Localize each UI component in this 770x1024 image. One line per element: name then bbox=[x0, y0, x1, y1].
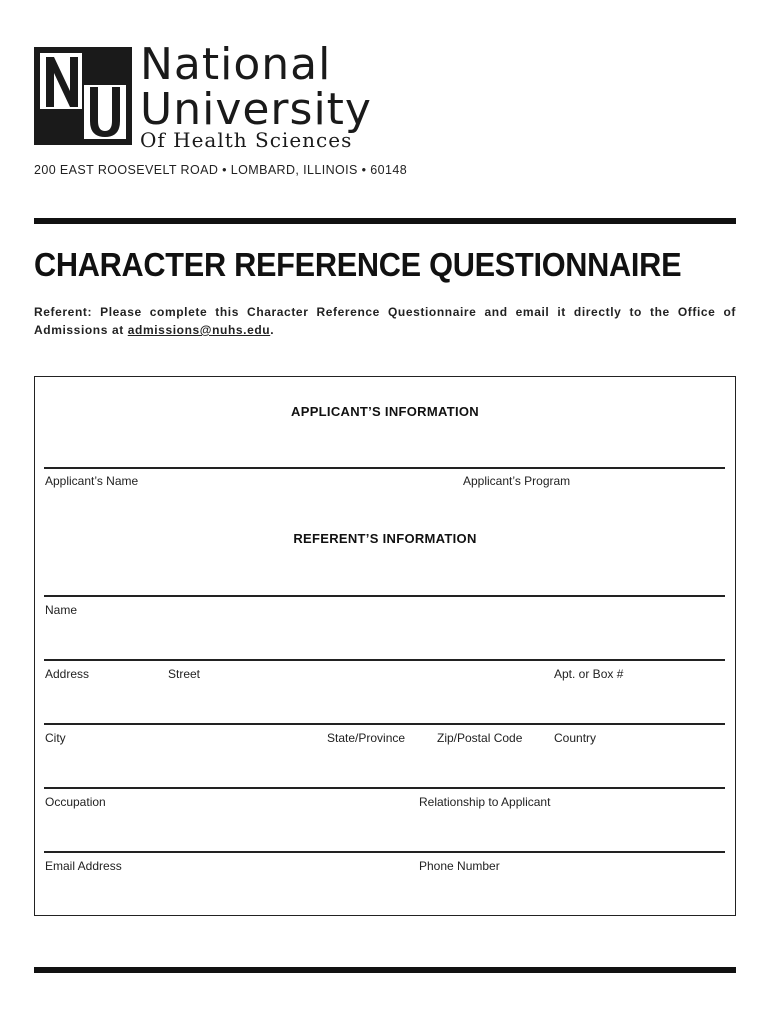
applicant-name-field[interactable] bbox=[44, 467, 725, 469]
occupation-field[interactable] bbox=[44, 787, 725, 789]
instructions bbox=[34, 303, 736, 339]
address-label: Address bbox=[45, 667, 90, 681]
logo-text-national: National bbox=[140, 39, 332, 90]
instructions-text: Referent: Please complete this Character Reference Questionnaire and email it directly to the Office of Admissions at bbox=[34, 305, 736, 337]
state-province-label: State/Province bbox=[327, 731, 406, 745]
relationship-label: Relationship to Applicant bbox=[419, 795, 551, 809]
address-field[interactable] bbox=[44, 659, 725, 661]
footer-divider bbox=[34, 967, 736, 973]
apt-box-label: Apt. or Box # bbox=[554, 667, 624, 681]
country-label: Country bbox=[554, 731, 597, 745]
applicant-info-heading: APPLICANT’S INFORMATION bbox=[291, 404, 479, 419]
header-divider bbox=[34, 218, 736, 224]
phone-number-label: Phone Number bbox=[419, 859, 500, 873]
referent-name-label: Name bbox=[45, 603, 78, 617]
page-title: CHARACTER REFERENCE QUESTIONNAIRE bbox=[34, 246, 682, 283]
university-logo-mark bbox=[34, 47, 132, 145]
admissions-email-link[interactable]: admissions@nuhs.edu bbox=[127, 323, 271, 337]
city-label: City bbox=[45, 731, 66, 745]
school-address: 200 EAST ROOSEVELT ROAD • LOMBARD, ILLINOIS • 60148 bbox=[34, 163, 408, 177]
referent-name-field[interactable] bbox=[44, 595, 725, 597]
email-address-label: Email Address bbox=[45, 859, 122, 873]
city-field[interactable] bbox=[44, 723, 725, 725]
occupation-label: Occupation bbox=[45, 795, 106, 809]
logo-text-health-sciences: Of Health Sciences bbox=[140, 128, 353, 152]
zip-postal-label: Zip/Postal Code bbox=[437, 731, 523, 745]
instructions-end: . bbox=[270, 323, 275, 337]
street-label: Street bbox=[168, 667, 201, 681]
logo-text-university: University bbox=[140, 84, 372, 135]
applicant-program-label: Applicant’s Program bbox=[463, 474, 571, 488]
email-field[interactable] bbox=[44, 851, 725, 853]
applicant-name-label: Applicant’s Name bbox=[45, 474, 139, 488]
form-container bbox=[34, 376, 736, 916]
referent-info-heading: REFERENT’S INFORMATION bbox=[293, 531, 477, 546]
